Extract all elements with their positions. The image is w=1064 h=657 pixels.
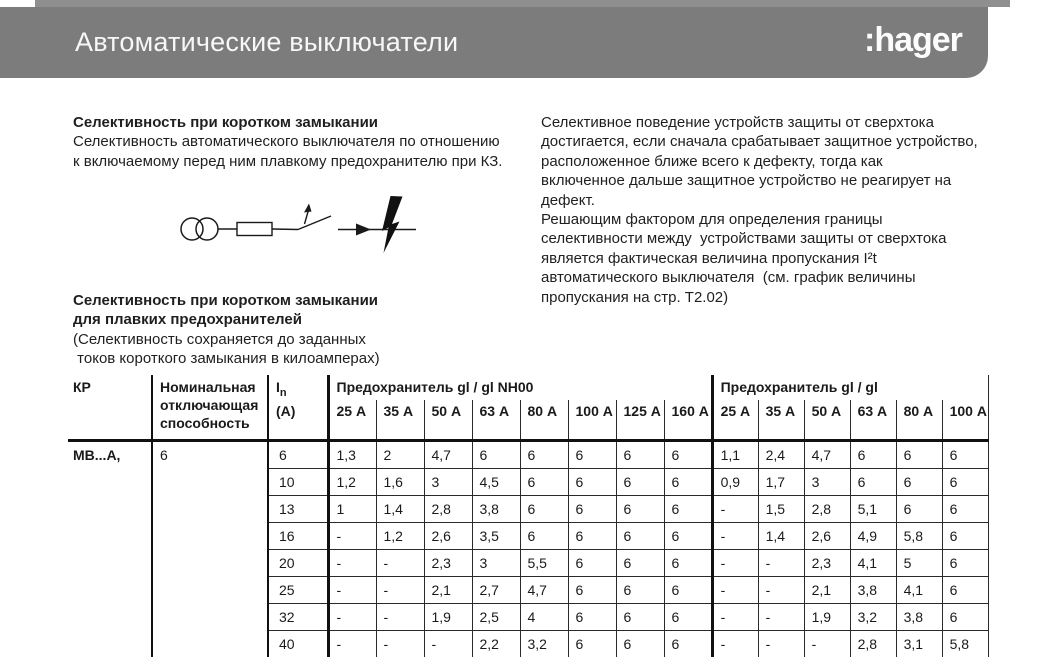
selectivity-value-cell: 6 xyxy=(616,441,664,469)
rated-current-cell: 16 xyxy=(268,523,328,550)
series-name-cell: МВ...А, xyxy=(68,441,152,657)
selectivity-value-cell: 6 xyxy=(472,441,520,469)
selectivity-value-cell: 6 xyxy=(942,496,988,523)
column-header-breaking-capacity: Номинальная отключающая способность xyxy=(152,375,268,441)
selectivity-value-cell: 1,3 xyxy=(328,441,376,469)
paragraph-line: Селективность автоматического выключателя по отношению xyxy=(73,132,543,151)
selectivity-value-cell: 0,9 xyxy=(712,469,758,496)
header-strip xyxy=(35,0,1010,7)
selectivity-value-cell: 6 xyxy=(520,469,568,496)
selectivity-value-cell: - xyxy=(712,631,758,657)
rated-current-cell: 10 xyxy=(268,469,328,496)
table-heading-line: для плавких предохранителей xyxy=(73,310,543,329)
selectivity-value-cell: 6 xyxy=(664,631,712,657)
paragraph-line: автоматического выключателя (см. график величины xyxy=(541,268,1021,287)
transformer-icon xyxy=(181,218,218,240)
column-header-fuse-rating: 35 А xyxy=(758,400,804,441)
section-heading: Селективность при коротком замыкании xyxy=(73,113,543,132)
fault-direction-arrow-icon xyxy=(356,224,371,236)
selectivity-value-cell: 1 xyxy=(328,496,376,523)
column-header-fuse-rating: 80 А xyxy=(520,400,568,441)
section-fuse-selectivity-heading xyxy=(73,291,543,369)
selectivity-value-cell: - xyxy=(376,550,424,577)
selectivity-value-cell: - xyxy=(712,550,758,577)
selectivity-value-cell: 4 xyxy=(520,604,568,631)
selectivity-value-cell: 4,5 xyxy=(472,469,520,496)
selectivity-value-cell: 6 xyxy=(616,523,664,550)
selectivity-table xyxy=(68,375,989,657)
selectivity-value-cell: 2,3 xyxy=(424,550,472,577)
selectivity-value-cell: 6 xyxy=(942,550,988,577)
paragraph-line: включенное дальше защитное устройство не реагирует на xyxy=(541,171,1021,190)
selectivity-value-cell: 6 xyxy=(568,523,616,550)
selectivity-value-cell: 6 xyxy=(616,577,664,604)
selectivity-value-cell: 2,7 xyxy=(472,577,520,604)
section-selectivity-short-circuit xyxy=(73,113,543,171)
selectivity-value-cell: - xyxy=(758,577,804,604)
rated-current-cell: 25 xyxy=(268,577,328,604)
selectivity-value-cell: 6 xyxy=(896,469,942,496)
rated-current-cell: 13 xyxy=(268,496,328,523)
selectivity-value-cell: - xyxy=(804,631,850,657)
selectivity-value-cell: 6 xyxy=(896,496,942,523)
selectivity-value-cell: 6 xyxy=(568,550,616,577)
column-header-fuse-rating: 125 А xyxy=(616,400,664,441)
selectivity-value-cell: 2,3 xyxy=(804,550,850,577)
selectivity-value-cell: - xyxy=(712,577,758,604)
selectivity-value-cell: 2,1 xyxy=(804,577,850,604)
selectivity-value-cell: 6 xyxy=(942,441,988,469)
selectivity-value-cell: 6 xyxy=(616,469,664,496)
selectivity-value-cell: 5 xyxy=(896,550,942,577)
selectivity-value-cell: 6 xyxy=(896,441,942,469)
selectivity-value-cell: 3 xyxy=(804,469,850,496)
in-symbol: I xyxy=(276,379,280,395)
selectivity-value-cell: 6 xyxy=(850,469,896,496)
short-circuit-selectivity-diagram xyxy=(170,193,440,268)
selectivity-value-cell: 6 xyxy=(616,496,664,523)
breaker-switch-icon xyxy=(272,210,331,230)
selectivity-value-cell: 5,8 xyxy=(942,631,988,657)
selectivity-value-cell: 2,4 xyxy=(758,441,804,469)
selectivity-value-cell: - xyxy=(328,631,376,657)
selectivity-value-cell: 2,2 xyxy=(472,631,520,657)
paragraph-line: является фактическая величина пропускания I²t xyxy=(541,249,1021,268)
selectivity-value-cell: 6 xyxy=(942,604,988,631)
selectivity-value-cell: 6 xyxy=(568,604,616,631)
table-heading-line: Селективность при коротком замыкании xyxy=(73,291,543,310)
selectivity-value-cell: 5,8 xyxy=(896,523,942,550)
rated-current-cell: 6 xyxy=(268,441,328,469)
rated-current-cell: 40 xyxy=(268,631,328,657)
paragraph-line: расположенное ближе всего к дефекту, тогда как xyxy=(541,152,1021,171)
selectivity-value-cell: 6 xyxy=(664,550,712,577)
column-header-fuse-rating: 160 А xyxy=(664,400,712,441)
group-header-fuse-gl: Предохранитель gl / gl xyxy=(712,375,988,400)
column-header-fuse-rating: 63 А xyxy=(850,400,896,441)
column-header-fuse-rating: 25 А xyxy=(328,400,376,441)
selectivity-value-cell: 6 xyxy=(520,441,568,469)
selectivity-value-cell: - xyxy=(712,523,758,550)
selectivity-value-cell: 3,2 xyxy=(850,604,896,631)
selectivity-value-cell: 1,4 xyxy=(376,496,424,523)
selectivity-value-cell: 4,7 xyxy=(520,577,568,604)
column-header-fuse-rating: 100 А xyxy=(568,400,616,441)
in-subscript: n xyxy=(280,387,287,399)
selectivity-value-cell: 6 xyxy=(616,604,664,631)
column-header-fuse-rating: 50 А xyxy=(424,400,472,441)
page-title: Автоматические выключатели xyxy=(75,27,458,58)
selectivity-value-cell: 4,7 xyxy=(424,441,472,469)
rated-current-cell: 20 xyxy=(268,550,328,577)
selectivity-value-cell: 6 xyxy=(520,496,568,523)
paragraph-line: пропускания на стр. Т2.02) xyxy=(541,288,1021,307)
selectivity-value-cell: 1,2 xyxy=(376,523,424,550)
selectivity-value-cell: 3,8 xyxy=(850,577,896,604)
breaking-capacity-cell: 6 xyxy=(152,441,268,657)
selectivity-value-cell: 6 xyxy=(664,496,712,523)
column-header-kp: КР xyxy=(68,375,152,441)
column-header-fuse-rating: 80 А xyxy=(896,400,942,441)
selectivity-value-cell: 6 xyxy=(568,496,616,523)
selectivity-value-cell: 6 xyxy=(664,441,712,469)
in-unit: (А) xyxy=(276,403,295,419)
group-header-fuse-nh00: Предохранитель gl / gl NH00 xyxy=(328,375,712,400)
selectivity-value-cell: 1,7 xyxy=(758,469,804,496)
selectivity-value-cell: - xyxy=(328,604,376,631)
selectivity-value-cell: 5,5 xyxy=(520,550,568,577)
selectivity-value-cell: 6 xyxy=(942,523,988,550)
column-header-fuse-rating: 25 А xyxy=(712,400,758,441)
selectivity-value-cell: - xyxy=(424,631,472,657)
selectivity-value-cell: 1,9 xyxy=(804,604,850,631)
paragraph-line: селективности между устройствами защиты от сверхтока xyxy=(541,229,1021,248)
selectivity-value-cell: - xyxy=(712,604,758,631)
selectivity-value-cell: 6 xyxy=(568,631,616,657)
selectivity-value-cell: - xyxy=(328,550,376,577)
column-header-fuse-rating: 63 А xyxy=(472,400,520,441)
selectivity-value-cell: 3 xyxy=(472,550,520,577)
column-header-rated-current xyxy=(268,375,328,441)
selectivity-table-body xyxy=(68,441,988,657)
selectivity-value-cell: - xyxy=(376,577,424,604)
selectivity-value-cell: 2 xyxy=(376,441,424,469)
selectivity-value-cell: 6 xyxy=(568,469,616,496)
selectivity-value-cell: 6 xyxy=(568,441,616,469)
hager-logo: :hager xyxy=(864,21,962,60)
selectivity-value-cell: 6 xyxy=(616,631,664,657)
selectivity-value-cell: 4,9 xyxy=(850,523,896,550)
column-header-fuse-rating: 100 А xyxy=(942,400,988,441)
rated-current-cell: 32 xyxy=(268,604,328,631)
column-header-fuse-rating: 35 А xyxy=(376,400,424,441)
selectivity-value-cell: 1,2 xyxy=(328,469,376,496)
table-note-line: токов короткого замыкания в килоамперах) xyxy=(73,349,543,368)
selectivity-value-cell: - xyxy=(758,631,804,657)
selectivity-value-cell: 6 xyxy=(664,577,712,604)
selectivity-value-cell: 1,9 xyxy=(424,604,472,631)
section-selectivity-explanation xyxy=(541,113,1021,307)
selectivity-value-cell: 6 xyxy=(850,441,896,469)
selectivity-value-cell: 1,6 xyxy=(376,469,424,496)
selectivity-value-cell: 2,6 xyxy=(804,523,850,550)
selectivity-value-cell: 2,1 xyxy=(424,577,472,604)
short-circuit-bolt-icon xyxy=(382,196,403,253)
selectivity-value-cell: - xyxy=(758,550,804,577)
selectivity-value-cell: 2,8 xyxy=(804,496,850,523)
selectivity-value-cell: 3,8 xyxy=(472,496,520,523)
selectivity-value-cell: 3,5 xyxy=(472,523,520,550)
selectivity-value-cell: - xyxy=(758,604,804,631)
selectivity-value-cell: 6 xyxy=(664,604,712,631)
selectivity-value-cell: - xyxy=(376,631,424,657)
selectivity-value-cell: 2,8 xyxy=(424,496,472,523)
selectivity-value-cell: 6 xyxy=(664,523,712,550)
selectivity-value-cell: 2,5 xyxy=(472,604,520,631)
table-row xyxy=(68,441,988,469)
selectivity-value-cell: 3,1 xyxy=(896,631,942,657)
column-header-fuse-rating: 50 А xyxy=(804,400,850,441)
trip-arrowhead-icon xyxy=(304,204,312,213)
paragraph-line: к включаемому перед ним плавкому предохранителю при КЗ. xyxy=(73,152,543,171)
selectivity-value-cell: - xyxy=(328,577,376,604)
paragraph-line: дефект. xyxy=(541,191,1021,210)
selectivity-value-cell: 1,5 xyxy=(758,496,804,523)
selectivity-value-cell: 6 xyxy=(942,469,988,496)
selectivity-value-cell: 2,8 xyxy=(850,631,896,657)
fuse-icon xyxy=(237,223,272,236)
selectivity-value-cell: 6 xyxy=(664,469,712,496)
selectivity-value-cell: 6 xyxy=(568,577,616,604)
selectivity-value-cell: 4,7 xyxy=(804,441,850,469)
selectivity-value-cell: - xyxy=(712,496,758,523)
selectivity-value-cell: 6 xyxy=(616,550,664,577)
selectivity-value-cell: 3,8 xyxy=(896,604,942,631)
paragraph-line: Решающим фактором для определения границы xyxy=(541,210,1021,229)
selectivity-value-cell: 6 xyxy=(942,577,988,604)
selectivity-value-cell: 3 xyxy=(424,469,472,496)
selectivity-value-cell: 1,1 xyxy=(712,441,758,469)
paragraph-line: Селективное поведение устройств защиты от сверхтока xyxy=(541,113,1021,132)
selectivity-value-cell: - xyxy=(328,523,376,550)
paragraph-line: достигается, если сначала срабатывает защитное устройство, xyxy=(541,132,1021,151)
table-note-line: (Селективность сохраняется до заданных xyxy=(73,330,543,349)
selectivity-value-cell: 2,6 xyxy=(424,523,472,550)
selectivity-value-cell: 1,4 xyxy=(758,523,804,550)
selectivity-value-cell: 6 xyxy=(520,523,568,550)
selectivity-value-cell: 4,1 xyxy=(850,550,896,577)
selectivity-value-cell: 5,1 xyxy=(850,496,896,523)
selectivity-value-cell: 3,2 xyxy=(520,631,568,657)
selectivity-value-cell: 4,1 xyxy=(896,577,942,604)
selectivity-value-cell: - xyxy=(376,604,424,631)
